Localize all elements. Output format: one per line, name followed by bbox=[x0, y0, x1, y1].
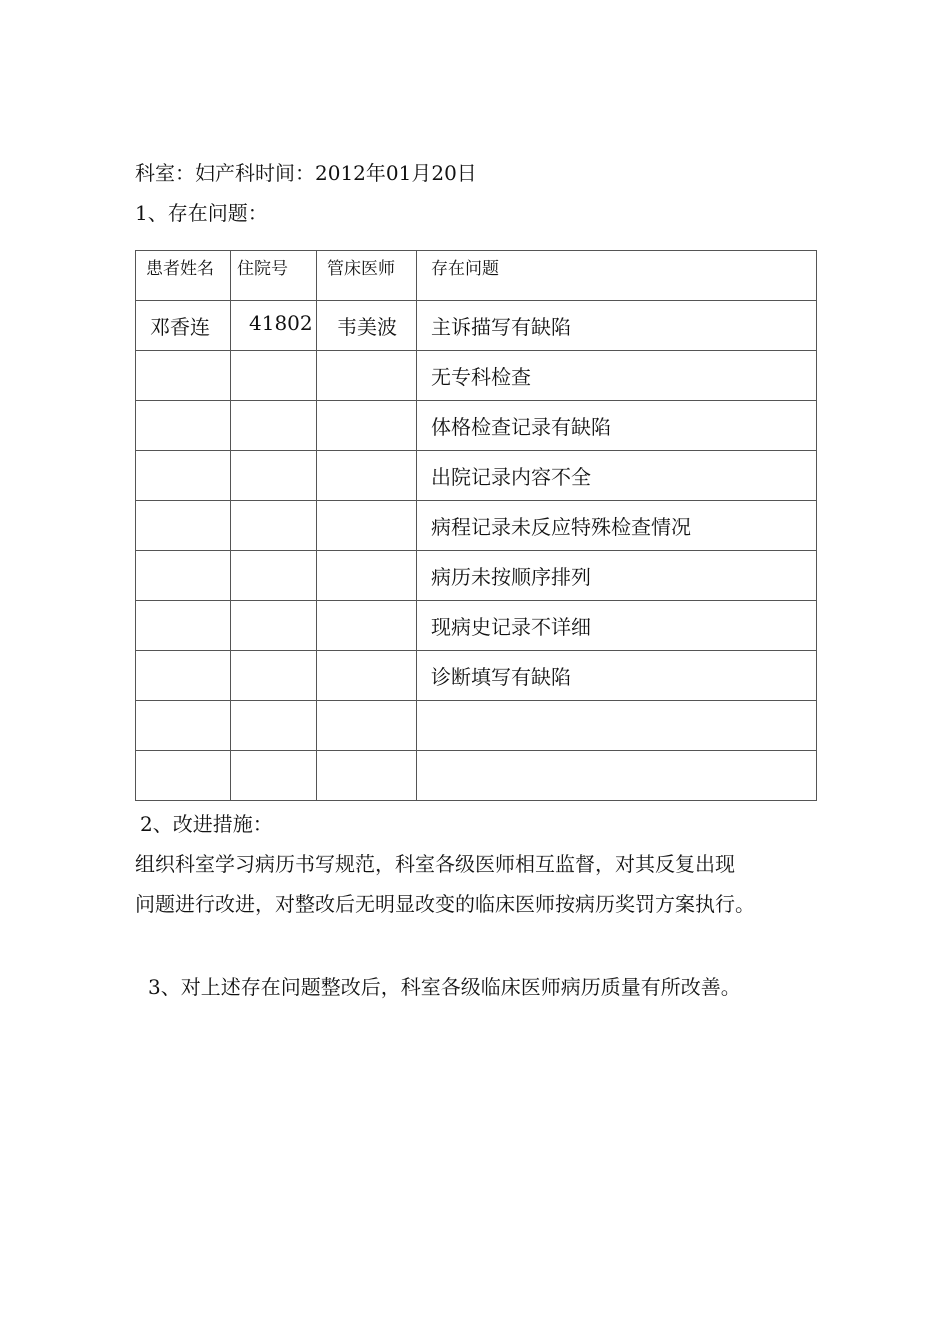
section2-title: 2、改进措施： bbox=[140, 812, 273, 836]
cell-patient-name bbox=[136, 401, 231, 451]
issues-table bbox=[135, 250, 817, 801]
table-row bbox=[136, 551, 817, 601]
col-header-patient-name: 患者姓名 bbox=[136, 251, 231, 301]
cell-patient-name bbox=[136, 451, 231, 501]
table-row bbox=[136, 701, 817, 751]
cell-admission-no bbox=[231, 351, 317, 401]
section1-title: 1、存在问题： bbox=[135, 201, 268, 225]
cell-doctor bbox=[317, 501, 417, 551]
dept-time-line: 科室：妇产科时间：2012年01月20日 bbox=[135, 161, 477, 185]
cell-issue bbox=[417, 751, 817, 801]
cell-patient-name bbox=[136, 701, 231, 751]
cell-patient-name bbox=[136, 751, 231, 801]
cell-issue: 病历未按顺序排列 bbox=[417, 551, 817, 601]
col-header-doctor: 管床医师 bbox=[317, 251, 417, 301]
cell-patient-name bbox=[136, 351, 231, 401]
cell-admission-no bbox=[231, 651, 317, 701]
table-row bbox=[136, 401, 817, 451]
table-row bbox=[136, 651, 817, 701]
cell-admission-no bbox=[231, 751, 317, 801]
cell-doctor bbox=[317, 351, 417, 401]
table-row bbox=[136, 301, 817, 351]
cell-patient-name bbox=[136, 551, 231, 601]
cell-issue: 体格检查记录有缺陷 bbox=[417, 401, 817, 451]
cell-issue: 主诉描写有缺陷 bbox=[417, 301, 817, 351]
section3-text: 3、对上述存在问题整改后，科室各级临床医师病历质量有所改善。 bbox=[148, 975, 741, 999]
col-header-issue: 存在问题 bbox=[417, 251, 817, 301]
cell-doctor bbox=[317, 751, 417, 801]
cell-patient-name bbox=[136, 651, 231, 701]
table-row bbox=[136, 501, 817, 551]
cell-issue: 诊断填写有缺陷 bbox=[417, 651, 817, 701]
table-header-row bbox=[136, 251, 817, 301]
col-header-admission-no: 住院号 bbox=[231, 251, 317, 301]
section2-body-line1: 组织科室学习病历书写规范，科室各级医师相互监督，对其反复出现 bbox=[135, 852, 735, 876]
section2-body-line2: 问题进行改进，对整改后无明显改变的临床医师按病历奖罚方案执行。 bbox=[135, 892, 755, 916]
cell-patient-name bbox=[136, 501, 231, 551]
cell-patient-name bbox=[136, 601, 231, 651]
cell-admission-no bbox=[231, 551, 317, 601]
cell-doctor bbox=[317, 451, 417, 501]
cell-doctor bbox=[317, 401, 417, 451]
cell-admission-no bbox=[231, 401, 317, 451]
cell-issue: 现病史记录不详细 bbox=[417, 601, 817, 651]
table-row bbox=[136, 451, 817, 501]
cell-doctor bbox=[317, 601, 417, 651]
cell-doctor bbox=[317, 551, 417, 601]
cell-admission-no bbox=[231, 601, 317, 651]
cell-doctor bbox=[317, 701, 417, 751]
cell-issue bbox=[417, 701, 817, 751]
table-row bbox=[136, 751, 817, 801]
cell-issue: 病程记录未反应特殊检查情况 bbox=[417, 501, 817, 551]
cell-admission-no: 41802 bbox=[231, 301, 317, 351]
table-row bbox=[136, 601, 817, 651]
cell-doctor: 韦美波 bbox=[317, 301, 417, 351]
cell-patient-name: 邓香连 bbox=[136, 301, 231, 351]
cell-admission-no bbox=[231, 701, 317, 751]
cell-admission-no bbox=[231, 501, 317, 551]
cell-issue: 出院记录内容不全 bbox=[417, 451, 817, 501]
cell-issue: 无专科检查 bbox=[417, 351, 817, 401]
table-row bbox=[136, 351, 817, 401]
cell-admission-no bbox=[231, 451, 317, 501]
cell-doctor bbox=[317, 651, 417, 701]
